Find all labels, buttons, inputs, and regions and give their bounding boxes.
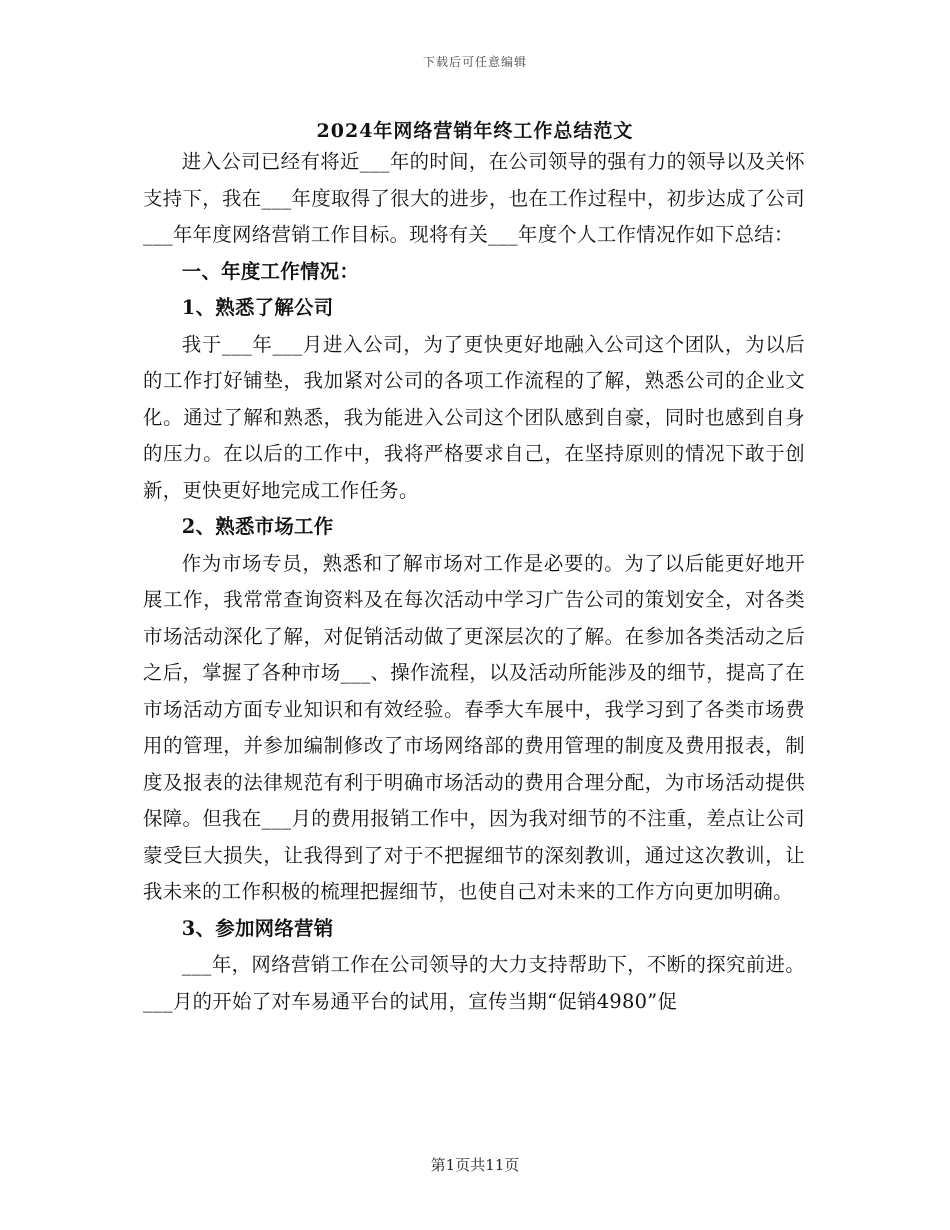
paragraph-know-company: 我于___年___月进入公司，为了更快更好地融入公司这个团队，为以后的工作打好铺垫，我加紧对公司的各项工作流程的了解，熟悉公司的企业文化。通过了解和熟悉，我为能进入公司这个团队感到自豪，同时也感到自身的压力。在以后的工作中，我将严格要求自己，在坚持原则的情况下敢于创新，更快更好地完成工作任务。 (143, 332, 805, 502)
header-note: 下载后可任意编辑 (422, 55, 527, 69)
subheading-know-company: 1、熟悉了解公司 (181, 296, 334, 319)
intro-paragraph: 进入公司已经有将近___年的时间，在公司领导的强有力的领导以及关怀支持下，我在___年度取得了很大的进步，也在工作过程中，初步达成了公司___年年度网络营销工作目标。现将有关___年度个人工作情况作如下总结： (143, 150, 805, 246)
document-body (143, 144, 805, 1020)
page-number: 第1页共11页 (430, 1156, 520, 1174)
subheading-network-marketing: 3、参加网络营销 (181, 916, 334, 940)
subheading-market-work: 2、熟悉市场工作 (181, 515, 334, 538)
paragraph-network-marketing: ___年，网络营销工作在公司领导的大力支持帮助下，不断的探究前进。___月的开始了对车易通平台的试用，宣传当期“促销4980”促 (143, 953, 805, 1013)
section-heading-annual-work: 一、年度工作情况： (181, 259, 360, 283)
paragraph-market-work: 作为市场专员，熟悉和了解市场对工作是必要的。为了以后能更好地开展工作，我常常查询资料及在每次活动中学习广告公司的策划安全，对各类市场活动深化了解，对促销活动做了更深层次的了解。在参加各类活动之后之后，掌握了各种市场___、操作流程，以及活动所能涉及的细节，提高了在市场活动方面专业知识和有效经验。春季大车展中，我学习到了各类市场费用的管理，并参加编制修改了市场网络部的费用管理的制度及费用报表，制度及报表的法律规范有利于明确市场活动的费用合理分配，为市场活动提供保障。但我在___月的费用报销工作中，因为我对细节的不注重，差点让公司蒙受巨大损失，让我得到了对于不把握细节的深刻教训，通过这次教训，让我未来的工作积极的梳理把握细节，也使自己对未来的工作方向更加明确。 (143, 551, 805, 903)
document-title: 2024年网络营销年终工作总结范文 (316, 120, 634, 142)
